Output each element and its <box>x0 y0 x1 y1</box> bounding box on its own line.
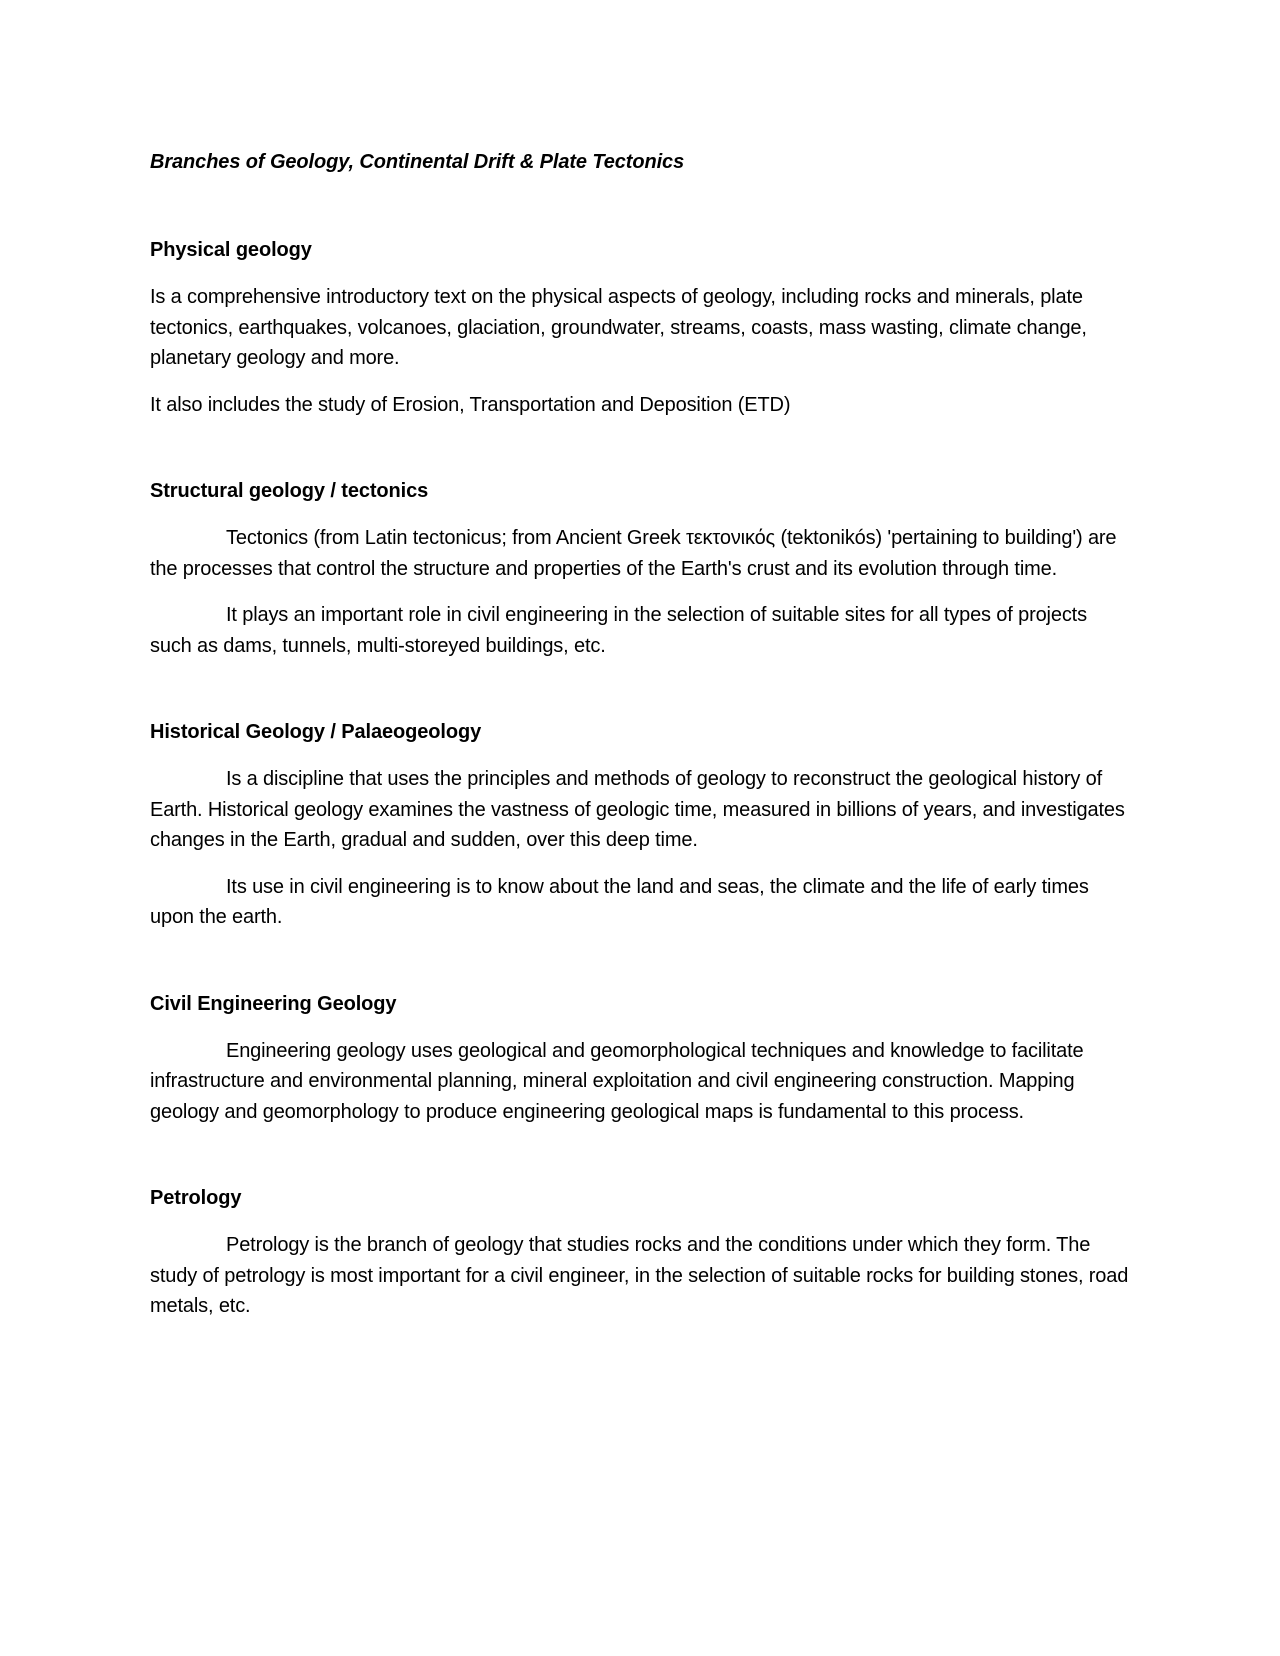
section-civil-engineering-geology <box>150 990 1130 1128</box>
paragraph: Tectonics (from Latin tectonicus; from Ancient Greek τεκτονικός (tektonikós) 'pertaining to building') are the processes that control the structure and properties of the Earth's crust and its evolution through time. <box>150 527 1117 580</box>
paragraph: Is a comprehensive introductory text on the physical aspects of geology, including rocks and minerals, plate tectonics, earthquakes, volcanoes, glaciation, groundwater, streams, coasts, mass wasting, climate change, planetary geology and more. <box>150 286 1087 369</box>
paragraph: Is a discipline that uses the principles and methods of geology to reconstruct the geological history of Earth. Historical geology examines the vastness of geologic time, measured in billions of years, and investigates changes in the Earth, gradual and sudden, over this deep time. <box>150 768 1125 851</box>
paragraph: Its use in civil engineering is to know about the land and seas, the climate and the life of early times upon the earth. <box>150 875 1089 928</box>
section-heading: Historical Geology / Palaeogeology <box>150 721 482 743</box>
paragraph: Petrology is the branch of geology that studies rocks and the conditions under which they form. The study of petrology is most important for a civil engineer, in the selection of suitable rocks for building stones, road metals, etc. <box>150 1234 1129 1317</box>
section-petrology <box>150 1184 1130 1322</box>
section-physical-geology <box>150 236 1130 420</box>
paragraph: Engineering geology uses geological and geomorphological techniques and knowledge to facilitate infrastructure and environmental planning, mineral exploitation and civil engineering construction. Mapping geology and geomorphology to produce engineering geological maps is fundamental to this process. <box>150 1039 1084 1123</box>
section-heading: Petrology <box>150 1187 242 1209</box>
section-heading: Structural geology / tectonics <box>150 480 429 502</box>
paragraph: It plays an important role in civil engineering in the selection of suitable sites for all types of projects such as dams, tunnels, multi-storeyed buildings, etc. <box>150 604 1087 657</box>
section-heading: Civil Engineering Geology <box>150 992 397 1015</box>
section-heading: Physical geology <box>150 239 312 261</box>
document-body <box>150 148 1130 1379</box>
section-structural-geology <box>150 477 1130 661</box>
document-title: Branches of Geology, Continental Drift & Plate Tectonics <box>150 151 685 173</box>
paragraph: It also includes the study of Erosion, Transportation and Deposition (ETD) <box>150 393 791 416</box>
section-historical-geology <box>150 718 1130 933</box>
